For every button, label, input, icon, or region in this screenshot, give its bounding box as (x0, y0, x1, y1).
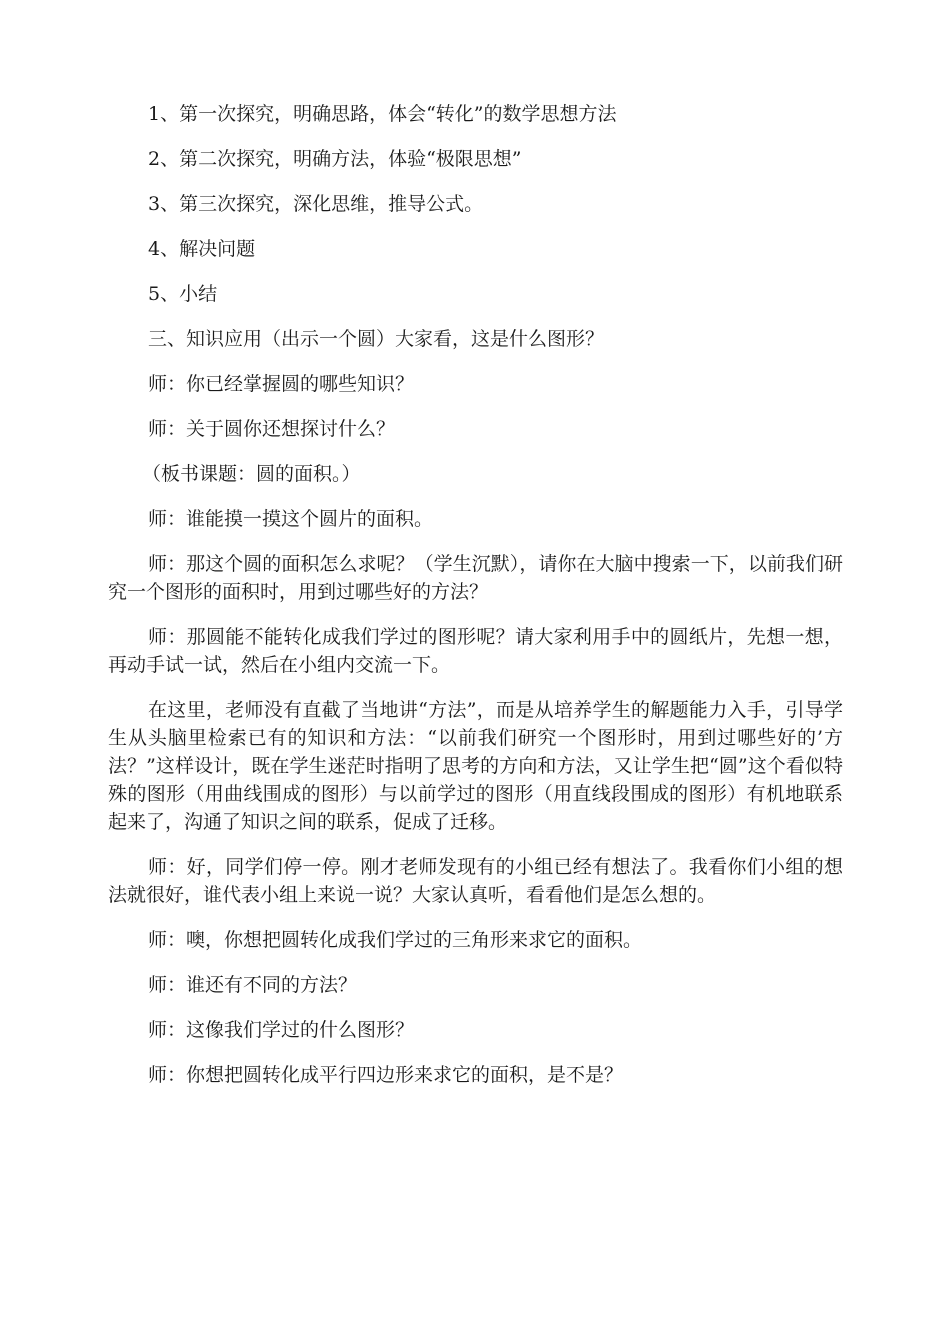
step-3-paragraph: 3、第三次探究，深化思维，推导公式。 (148, 193, 484, 215)
section-heading-paragraph: 三、知识应用（出示一个圆）大家看，这是什么图形？ (148, 328, 605, 350)
teacher-line-paragraph: 师：噢，你想把圆转化成我们学过的三角形来求它的面积。 (148, 929, 643, 951)
teacher-line-paragraph: 师：好，同学们停一停。刚才老师发现有的小组已经有想法了。我看你们小组的想法就很好，谁代表小组上来说一说？大家认真听，看看他们是怎么想的。 (108, 856, 843, 906)
board-title-note: （板书课题：圆的面积。） (142, 463, 361, 485)
step-4-paragraph: 4、解决问题 (148, 238, 256, 260)
document-body (108, 100, 843, 1106)
teacher-line-paragraph: 师：这像我们学过的什么图形？ (148, 1019, 415, 1041)
commentary-paragraph: 在这里，老师没有直截了当地讲“方法”，而是从培养学生的解题能力入手，引导学生从头脑里检索已有的知识和方法：“以前我们研究一个图形时，用到过哪些好的’方法？”这样设计，既在学生迷茫时指明了思考的方向和方法，又让学生把“圆”这个看似特殊的图形（用曲线围成的图形）与以前学过的图形（用直线段围成的图形）有机地联系起来了，沟通了知识之间的联系，促成了迁移。 (108, 699, 843, 833)
teacher-line-paragraph: 师：那这个圆的面积怎么求呢？（学生沉默），请你在大脑中搜索一下，以前我们研究一个图形的面积时，用到过哪些好的方法？ (108, 553, 843, 603)
step-1-paragraph: 1、第一次探究，明确思路，体会“转化”的数学思想方法 (148, 103, 617, 125)
teacher-line-paragraph: 师：那圆能不能转化成我们学过的图形呢？请大家利用手中的圆纸片，先想一想，再动手试一试，然后在小组内交流一下。 (108, 626, 843, 676)
step-2-paragraph: 2、第二次探究，明确方法，体验“极限思想” (148, 148, 522, 170)
teacher-line-paragraph: 师：谁能摸一摸这个圆片的面积。 (148, 508, 434, 530)
teacher-line-paragraph: 师：你想把圆转化成平行四边形来求它的面积，是不是？ (148, 1064, 624, 1086)
teacher-line-paragraph: 师：你已经掌握圆的哪些知识？ (148, 373, 415, 395)
teacher-line-paragraph: 师：关于圆你还想探讨什么？ (148, 418, 396, 440)
step-5-paragraph: 5、小结 (148, 283, 218, 305)
teacher-line-paragraph: 师：谁还有不同的方法？ (148, 974, 358, 996)
